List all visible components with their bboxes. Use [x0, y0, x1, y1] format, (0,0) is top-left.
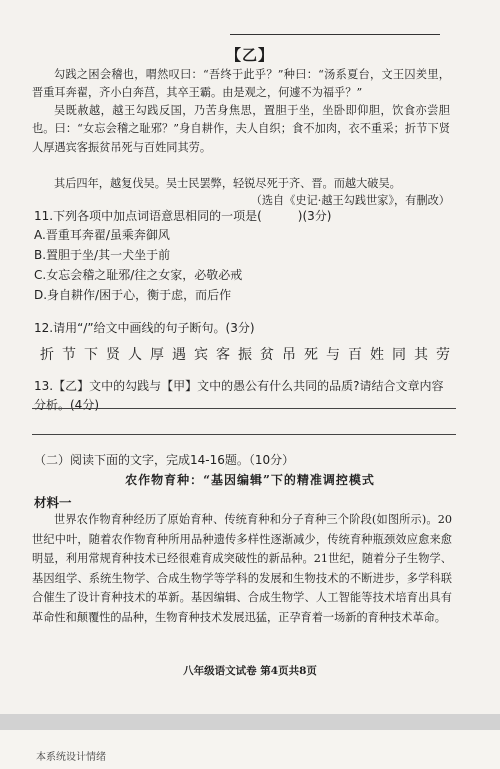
question-11-option-d: D.身自耕作/困于心，衡于虑，而后作 — [34, 288, 232, 302]
question-12-stem: 12.请用“/”给文中画线的句子断句。(3分) — [34, 321, 255, 335]
answer-line — [32, 408, 456, 409]
question-11-option-a: A.晋重耳奔翟/虽乘奔御风 — [34, 228, 170, 242]
question-12-sentence: 折节下贤人厚遇宾客振贫吊死与百姓同其劳 — [40, 347, 458, 363]
yi-paragraph-2: 吴既赦越，越王勾践反国，乃苦身焦思，置胆于坐，坐卧即仰胆，饮食亦尝胆也。曰：“女忘会稽之耻邪？”身自耕作，夫人自织；食不加肉，衣不重采；折节下贤人厚遇宾客振贫吊死与百姓同其劳。 — [32, 104, 450, 154]
section-yi-heading: 【乙】 — [225, 46, 274, 64]
page-gap — [0, 714, 500, 730]
question-11-option-c: C.女忘会稽之耻邪/往之女家，必敬必戒 — [34, 268, 243, 282]
page-footer: 八年级语文试卷 第4页共8页 — [183, 665, 317, 677]
material-label: 材料一 — [34, 495, 72, 510]
yi-paragraph-3: 其后四年，越复伐吴。吴士民罢弊，轻锐尽死于齐、晋。而越大破吴。 — [54, 177, 401, 190]
question-11-stem: 11.下列各项中加点词语意思相同的一项是( )(3分) — [34, 209, 332, 223]
top-divider — [230, 34, 440, 35]
section-2-heading: （二）阅读下面的文字，完成14-16题。（10分） — [34, 453, 295, 467]
question-13-stem: 13.【乙】文中的勾践与【甲】文中的愚公有什么共同的品质?请结合文章内容分析。(4分) — [34, 379, 444, 412]
next-page-text-fragment: 本系统设计情绪 — [36, 752, 106, 763]
question-11-option-b: B.置胆于坐/其一犬坐于前 — [34, 248, 171, 262]
next-page — [0, 730, 500, 769]
yi-citation: （选自《史记·越王勾践世家》，有删改） — [250, 194, 450, 207]
yi-paragraph-1: 勾践之困会稽也，喟然叹曰：“吾终于此乎？”种曰：“汤系夏台，文王囚羑里，晋重耳奔翟，齐小白奔莒，其卒王霸。由是观之，何遽不为福乎？” — [32, 68, 450, 100]
article-title: 农作物育种：“基因编辑”下的精准调控模式 — [125, 473, 375, 487]
material-paragraph: 世界农作物育种经历了原始育种、传统育种和分子育种三个阶段(如图所示)。20世纪中叶，随着农作物育种所用品种遗传多样性逐渐减少，传统育种瓶颈效应愈来愈明显，利用常规育种技术已经很难育成突破性的新品种。21世纪，随着分子生物学、基因组学、系统生物学、合成生物学等学科的发展和生物技术的不断进步，多学科联合催生了设计育种技术的革新。基因编辑、合成生物学、人工智能等技术培育出具有革命性和颠覆性的品种，生物育种技术发展迅猛，正孕育着一场新的育种技术革命。 — [32, 513, 452, 624]
answer-line — [32, 434, 456, 435]
